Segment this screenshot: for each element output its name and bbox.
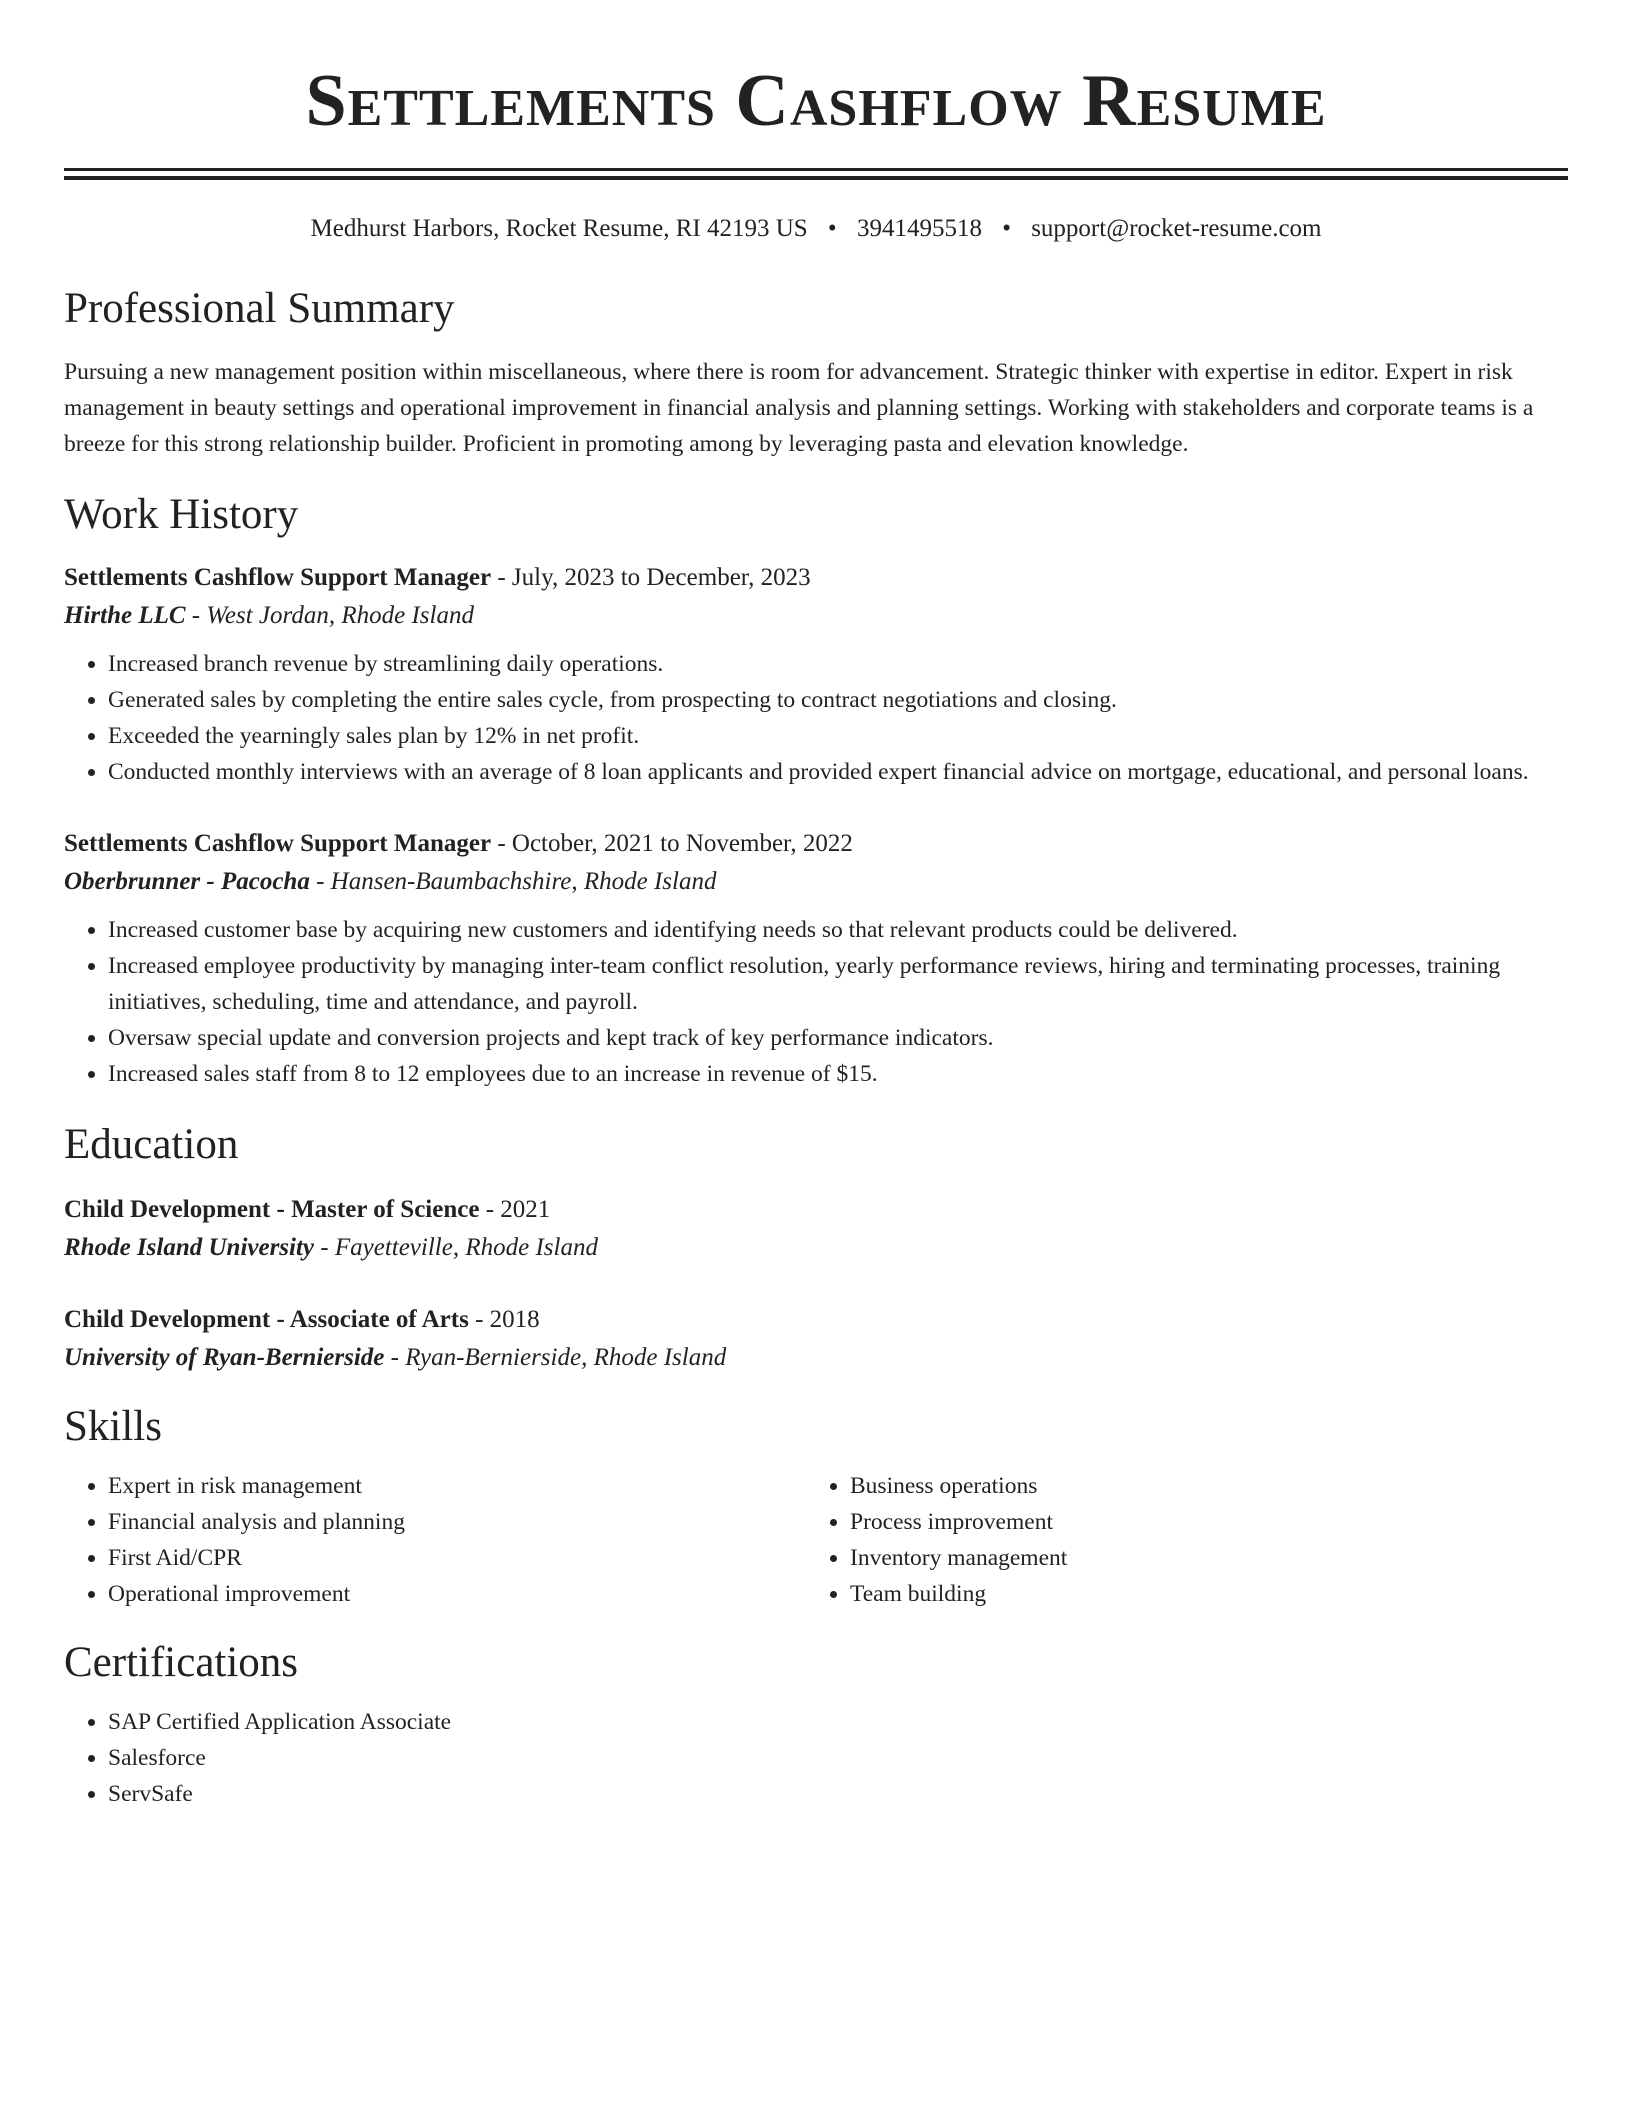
job-location: - West Jordan, Rhode Island bbox=[185, 602, 474, 629]
summary-heading: Professional Summary bbox=[64, 285, 455, 332]
education-entry bbox=[64, 1192, 1568, 1266]
job-title-line bbox=[64, 826, 1568, 862]
list-item: • Increased employee productivity by managing inter-team conflict resolution, yearly performance reviews, hiring and terminating processes, training initiatives, scheduling, time and attendance, and payroll. bbox=[108, 948, 1568, 1020]
skill-item: • Team building bbox=[850, 1576, 1548, 1612]
skills-grid bbox=[64, 1468, 1568, 1612]
list-item: • Increased customer base by acquiring new customers and identifying needs so that relevant products could be delivered. bbox=[108, 912, 1568, 948]
contact-phone: 3941495518 bbox=[856, 215, 982, 242]
skills-column-left bbox=[64, 1468, 806, 1612]
contact-line bbox=[64, 214, 1568, 244]
skill-item: • Inventory management bbox=[850, 1540, 1548, 1576]
degree-name: Child Development - Associate of Arts bbox=[64, 1306, 469, 1333]
job-role: Settlements Cashflow Support Manager bbox=[64, 830, 492, 857]
skill-item: • Financial analysis and planning bbox=[108, 1504, 806, 1540]
job-company-line bbox=[64, 864, 1568, 900]
job-bullets bbox=[64, 912, 1568, 1092]
job-role: Settlements Cashflow Support Manager bbox=[64, 564, 492, 591]
job-company: Oberbrunner - Pacocha bbox=[64, 868, 310, 895]
list-item: • Oversaw special update and conversion projects and kept track of key performance indicators. bbox=[108, 1020, 1568, 1056]
job-company: Hirthe LLC bbox=[64, 602, 186, 629]
summary-text: Pursuing a new management position within miscellaneous, where there is room for advancement. Strategic thinker with expertise in editor. Expert in risk management in beauty settings and operational improvement in financial analysis and planning settings. Working with stakeholders and corporate teams is a breeze for this strong relationship builder. Proficient in promoting among by leveraging pasta and elevation knowledge. bbox=[64, 359, 1534, 457]
skill-item: • Expert in risk management bbox=[108, 1468, 806, 1504]
certification-item: • ServSafe bbox=[108, 1776, 1568, 1812]
job-entry bbox=[64, 826, 1568, 1092]
skills-list bbox=[64, 1468, 806, 1612]
job-location: - Hansen-Baumbachshire, Rhode Island bbox=[309, 868, 717, 895]
certification-item: • SAP Certified Application Associate bbox=[108, 1704, 1568, 1740]
skills-heading: Skills bbox=[64, 1403, 162, 1450]
degree-line bbox=[64, 1192, 1568, 1228]
degree-name: Child Development - Master of Science bbox=[64, 1196, 480, 1223]
skill-item: • Process improvement bbox=[850, 1504, 1548, 1540]
list-item: • Conducted monthly interviews with an average of 8 loan applicants and provided expert financial advice on mortgage, educational, and personal loans. bbox=[108, 754, 1568, 790]
skill-item: • Operational improvement bbox=[108, 1576, 806, 1612]
list-item: • Increased sales staff from 8 to 12 employees due to an increase in revenue of $15. bbox=[108, 1056, 1568, 1092]
contact-separator: • bbox=[1002, 215, 1011, 242]
skill-item: • Business operations bbox=[850, 1468, 1548, 1504]
school-name: University of Ryan-Bernierside bbox=[64, 1344, 385, 1371]
education-entry bbox=[64, 1302, 1568, 1376]
resume-page bbox=[64, 0, 1568, 1812]
certifications-heading: Certifications bbox=[64, 1639, 299, 1686]
job-dates: - October, 2021 to November, 2022 bbox=[491, 830, 853, 857]
list-item: • Increased branch revenue by streamlining daily operations. bbox=[108, 646, 1568, 682]
job-company-line bbox=[64, 598, 1568, 634]
degree-line bbox=[64, 1302, 1568, 1338]
degree-year: - 2018 bbox=[468, 1306, 540, 1333]
resume-name: Settlements Cashflow Resume bbox=[305, 60, 1327, 142]
skills-column-right bbox=[806, 1468, 1548, 1612]
contact-address: Medhurst Harbors, Rocket Resume, RI 42193 US bbox=[310, 215, 808, 242]
work-history-heading: Work History bbox=[64, 491, 299, 538]
contact-separator: • bbox=[827, 215, 837, 242]
education-heading: Education bbox=[64, 1121, 239, 1168]
job-entry bbox=[64, 560, 1568, 790]
contact-email: support@rocket-resume.com bbox=[1031, 215, 1322, 242]
skills-list bbox=[806, 1468, 1548, 1612]
school-line bbox=[64, 1230, 1568, 1266]
skill-item: • First Aid/CPR bbox=[108, 1540, 806, 1576]
school-location: - Ryan-Bernierside, Rhode Island bbox=[384, 1344, 727, 1371]
certification-item: • Salesforce bbox=[108, 1740, 1568, 1776]
job-bullets bbox=[64, 646, 1568, 790]
school-name: Rhode Island University bbox=[64, 1234, 315, 1261]
header-divider bbox=[64, 168, 1568, 180]
job-title-line bbox=[64, 560, 1568, 596]
list-item: • Generated sales by completing the entire sales cycle, from prospecting to contract negotiations and closing. bbox=[108, 682, 1568, 718]
list-item: • Exceeded the yearningly sales plan by 12% in net profit. bbox=[108, 718, 1568, 754]
certifications-list bbox=[64, 1704, 1568, 1812]
school-line bbox=[64, 1340, 1568, 1376]
job-dates: - July, 2023 to December, 2023 bbox=[491, 564, 811, 591]
school-location: - Fayetteville, Rhode Island bbox=[314, 1234, 598, 1261]
degree-year: - 2021 bbox=[479, 1196, 551, 1223]
